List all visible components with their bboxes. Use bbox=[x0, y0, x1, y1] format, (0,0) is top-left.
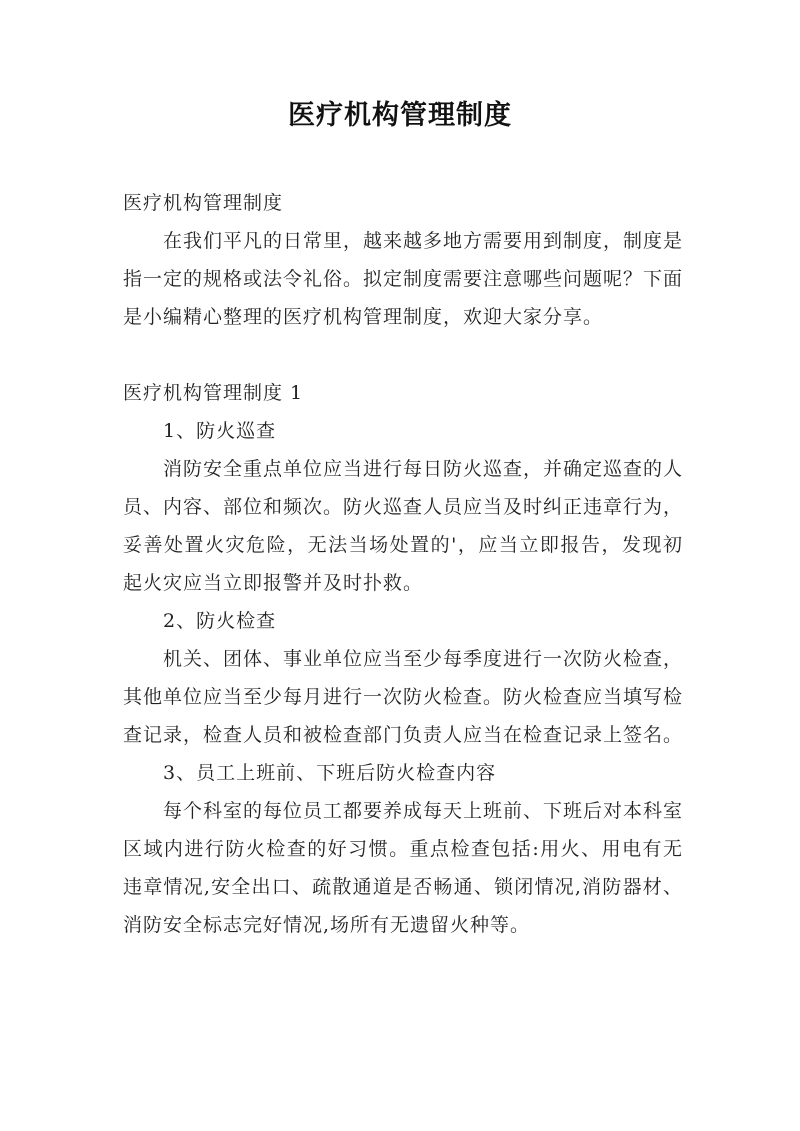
section-heading: 医疗机构管理制度 1 bbox=[123, 382, 304, 404]
item-heading-staff-inspection: 3、员工上班前、下班后防火检查内容 bbox=[163, 762, 497, 784]
item-body-fire-patrol: 消防安全重点单位应当进行每日防火巡查，并确定巡查的人员、内容、部位和频次。防火巡查人员应当及时纠正违章行为，妥善处置火灾危险，无法当场处置的'，应当立即报告，发现初起火灾应当立即报警并及时扑救。 bbox=[123, 458, 684, 594]
item-heading-fire-patrol: 1、防火巡查 bbox=[163, 420, 277, 442]
item-body-fire-inspection: 机关、团体、事业单位应当至少每季度进行一次防火检查，其他单位应当至少每月进行一次防火检查。防火检查应当填写检查记录，检查人员和被检查部门负责人应当在检查记录上签名。 bbox=[123, 648, 684, 746]
document-title: 医疗机构管理制度 bbox=[288, 100, 512, 131]
paragraph-spacer bbox=[123, 336, 683, 374]
intro-paragraph: 在我们平凡的日常里，越来越多地方需要用到制度，制度是指一定的规格或法令礼俗。拟定制度需要注意哪些问题呢？下面是小编精心整理的医疗机构管理制度，欢迎大家分享。 bbox=[123, 230, 684, 328]
document-body bbox=[123, 184, 683, 944]
item-body-staff-inspection: 每个科室的每位员工都要养成每天上班前、下班后对本科室区域内进行防火检查的好习惯。重点检查包括:用火、用电有无违章情况,安全出口、疏散通道是否畅通、锁闭情况,消防器材、消防安全标志完好情况,场所有无遗留火种等。 bbox=[123, 800, 684, 936]
intro-heading: 医疗机构管理制度 bbox=[123, 192, 284, 214]
item-heading-fire-inspection: 2、防火检查 bbox=[163, 610, 277, 632]
